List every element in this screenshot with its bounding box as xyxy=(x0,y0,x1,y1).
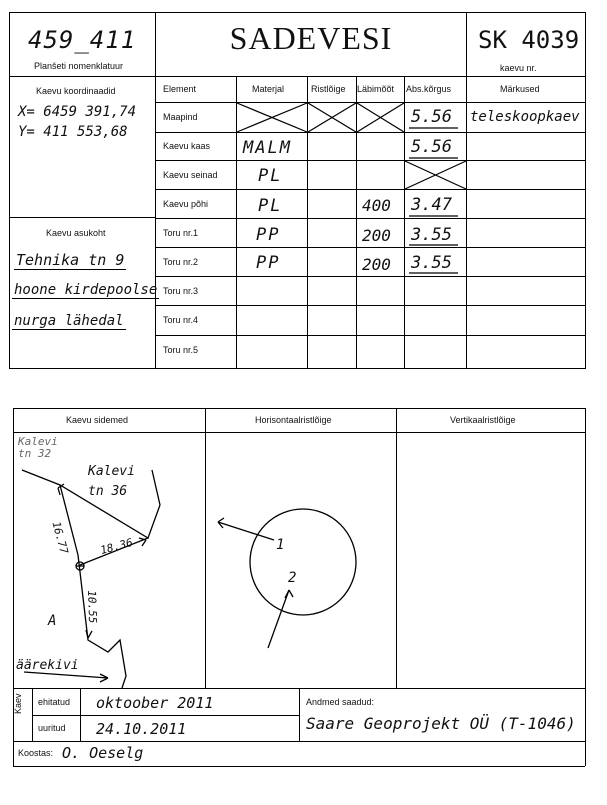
koostas-value: O. Oeselg xyxy=(62,744,144,762)
cell-value: teleskoopkaev xyxy=(470,109,580,125)
row-label: Toru nr.3 xyxy=(163,286,199,296)
pipe-1-label: 1 xyxy=(276,537,285,553)
andmed-value: Saare Geoprojekt OÜ (T-1046) xyxy=(306,714,576,733)
cell-value: PL xyxy=(258,196,283,216)
stone-label: äärekivi xyxy=(16,658,79,673)
row-label: Toru nr.4 xyxy=(163,315,199,325)
ehitatud-label: ehitatud xyxy=(38,697,71,707)
row-label: Kaevu kaas xyxy=(163,141,211,151)
cell-value: PL xyxy=(258,166,283,186)
row-label: Toru nr.5 xyxy=(163,345,199,355)
uuritud-value: 24.10.2011 xyxy=(96,720,187,738)
col-header-element: Element xyxy=(163,84,197,94)
well-number-label: kaevu nr. xyxy=(500,63,537,73)
col-header-ristloige: Ristlõige xyxy=(311,84,346,94)
dimension-2: 18.36 xyxy=(98,535,135,558)
street-label-2: Kalevi tn 36 xyxy=(88,464,135,499)
row-label: Kaevu seinad xyxy=(163,170,218,180)
cell-value: MALM xyxy=(243,138,292,158)
col-header-labimoot: Läbimõõt xyxy=(357,84,395,94)
cell-value: 3.55 xyxy=(411,253,452,273)
pipe-2-label: 2 xyxy=(288,570,297,586)
col-header-abs: Abs.kõrgus xyxy=(406,84,452,94)
row-label: Maapind xyxy=(163,112,198,122)
dimension-1: 16.77 xyxy=(49,520,71,556)
cell-value: 5.56 xyxy=(411,107,452,127)
coords-label: Kaevu koordinaadid xyxy=(36,86,116,96)
location-line-2: hoone kirdepoolse xyxy=(14,282,158,298)
vertikaal-label: Vertikaalristlõige xyxy=(450,415,516,425)
cell-value: 400 xyxy=(362,196,391,215)
page-title: SADEVESI xyxy=(229,20,393,56)
col-header-markused: Märkused xyxy=(500,84,540,94)
col-header-materjal: Materjal xyxy=(252,84,285,94)
andmed-label: Andmed saadud: xyxy=(306,697,375,707)
street-label-1: Kalevi tn 32 xyxy=(18,435,58,460)
well-number: SK 4039 xyxy=(478,26,580,54)
ehitatud-value: oktoober 2011 xyxy=(96,694,214,712)
cell-value: 5.56 xyxy=(411,137,452,157)
uuritud-label: uuritud xyxy=(38,723,66,733)
row-label: Toru nr.2 xyxy=(163,257,199,267)
cell-value: 200 xyxy=(362,255,391,274)
koostas-label: Koostas: xyxy=(18,748,54,758)
location-line-3: nurga lähedal xyxy=(14,313,124,329)
coord-y: Y= 411 553,68 xyxy=(18,124,128,140)
cell-value: PP xyxy=(256,225,281,245)
kaev-label: Kaev xyxy=(13,693,23,714)
area-letter: A xyxy=(48,613,57,629)
cell-value: 200 xyxy=(362,226,391,245)
dimension-3: 10.55 xyxy=(85,590,100,624)
location-line-1: Tehnika tn 9 xyxy=(16,251,125,269)
coord-x: X= 6459 391,74 xyxy=(18,104,137,120)
cell-value: 3.47 xyxy=(411,195,452,215)
nomenclature-label: Planšeti nomenklatuur xyxy=(34,61,124,71)
horisontaal-label: Horisontaalristlõige xyxy=(255,415,332,425)
cell-value: 3.55 xyxy=(411,225,452,245)
sidemed-label: Kaevu sidemed xyxy=(66,415,129,425)
row-label: Kaevu põhi xyxy=(163,199,209,209)
location-label: Kaevu asukoht xyxy=(46,228,106,238)
cell-value: PP xyxy=(256,253,281,273)
row-label: Toru nr.1 xyxy=(163,228,199,238)
nomenclature-value: 459_411 xyxy=(28,26,137,54)
